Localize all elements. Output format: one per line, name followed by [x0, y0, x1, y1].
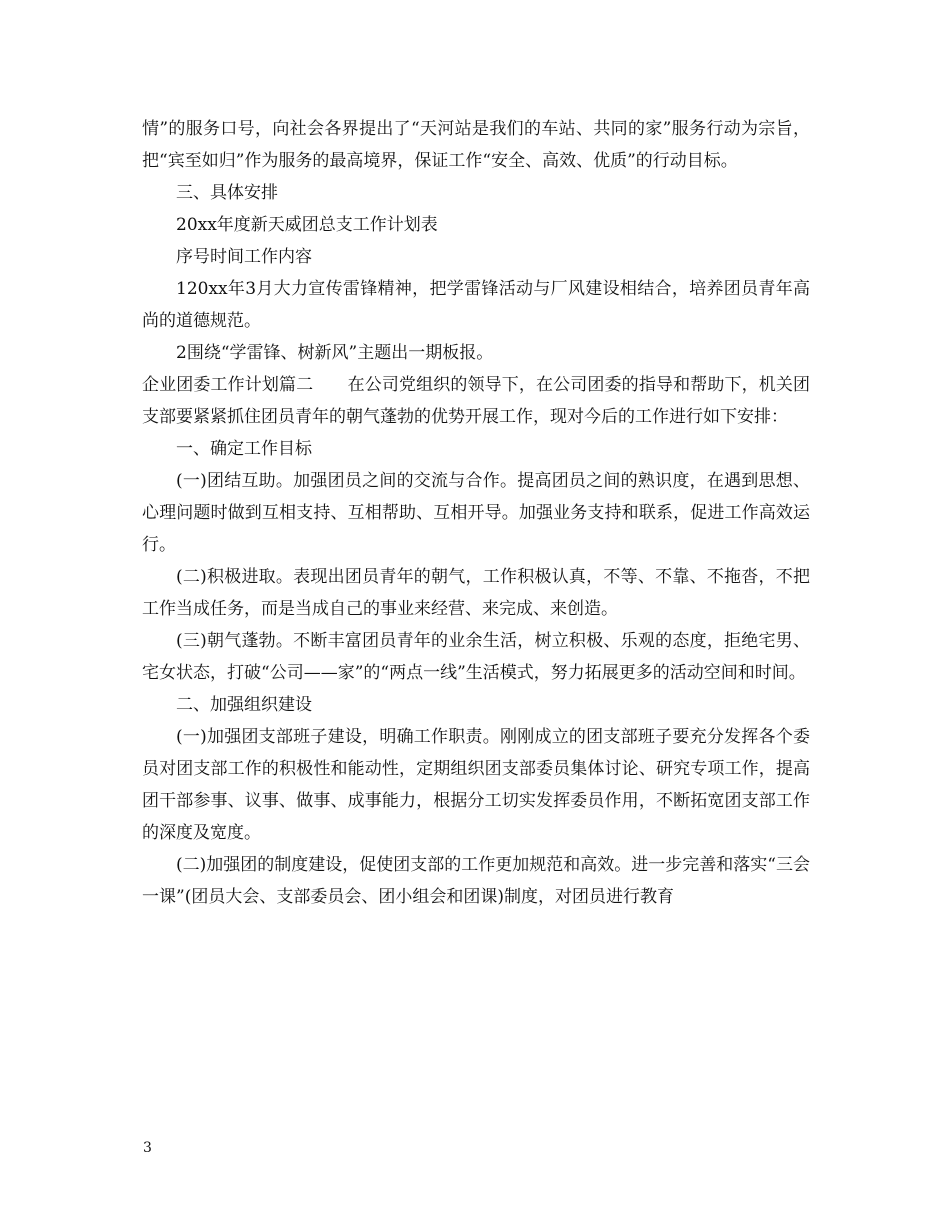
- document-body: [142, 113, 810, 913]
- paragraph-6: 2围绕“学雷锋、树新风”主题出一期板报。: [176, 343, 494, 363]
- paragraph-14: (二)加强团的制度建设，促使团支部的工作更加规范和高效。进一步完善和落实“三会一课”(团员大会、支部委员会、团小组会和团课)制度，对团员进行教育: [142, 855, 810, 907]
- paragraph-3: 20xx年度新天威团总支工作计划表: [176, 215, 438, 235]
- page-number: 3: [143, 1140, 152, 1156]
- paragraph-1: 情”的服务口号，向社会各界提出了“天河站是我们的车站、共同的家”服务行动为宗旨，把“宾至如归”作为服务的最高境界，保证工作“安全、高效、优质”的行动目标。: [142, 119, 810, 171]
- paragraph-2: 三、具体安排: [176, 183, 278, 203]
- paragraph-10: (二)积极进取。表现出团员青年的朝气，工作积极认真，不等、不靠、不拖沓，不把工作当成任务，而是当成自己的事业来经营、来完成、来创造。: [142, 567, 810, 619]
- paragraph-9: (一)团结互助。加强团员之间的交流与合作。提高团员之间的熟识度，在遇到思想、心理问题时做到互相支持、互相帮助、互相开导。加强业务支持和联系，促进工作高效运行。: [142, 471, 810, 555]
- paragraph-5: 120xx年3月大力宣传雷锋精神，把学雷锋活动与厂风建设相结合，培养团员青年高尚的道德规范。: [142, 279, 810, 331]
- paragraph-4: 序号时间工作内容: [176, 247, 312, 267]
- paragraph-11: (三)朝气蓬勃。不断丰富团员青年的业余生活，树立积极、乐观的态度，拒绝宅男、宅女状态，打破“公司——家”的“两点一线”生活模式，努力拓展更多的活动空间和时间。: [142, 631, 810, 683]
- paragraph-13: (一)加强团支部班子建设，明确工作职责。刚刚成立的团支部班子要充分发挥各个委员对团支部工作的积极性和能动性，定期组织团支部委员集体讨论、研究专项工作，提高团干部参事、议事、做事、成事能力，根据分工切实发挥委员作用，不断拓宽团支部工作的深度及宽度。: [142, 727, 810, 843]
- paragraph-8: 一、确定工作目标: [176, 439, 312, 459]
- paragraph-7: 企业团委工作计划篇二 在公司党组织的领导下，在公司团委的指导和帮助下，机关团支部要紧紧抓住团员青年的朝气蓬勃的优势开展工作，现对今后的工作进行如下安排：: [142, 375, 810, 427]
- paragraph-12: 二、加强组织建设: [176, 695, 312, 715]
